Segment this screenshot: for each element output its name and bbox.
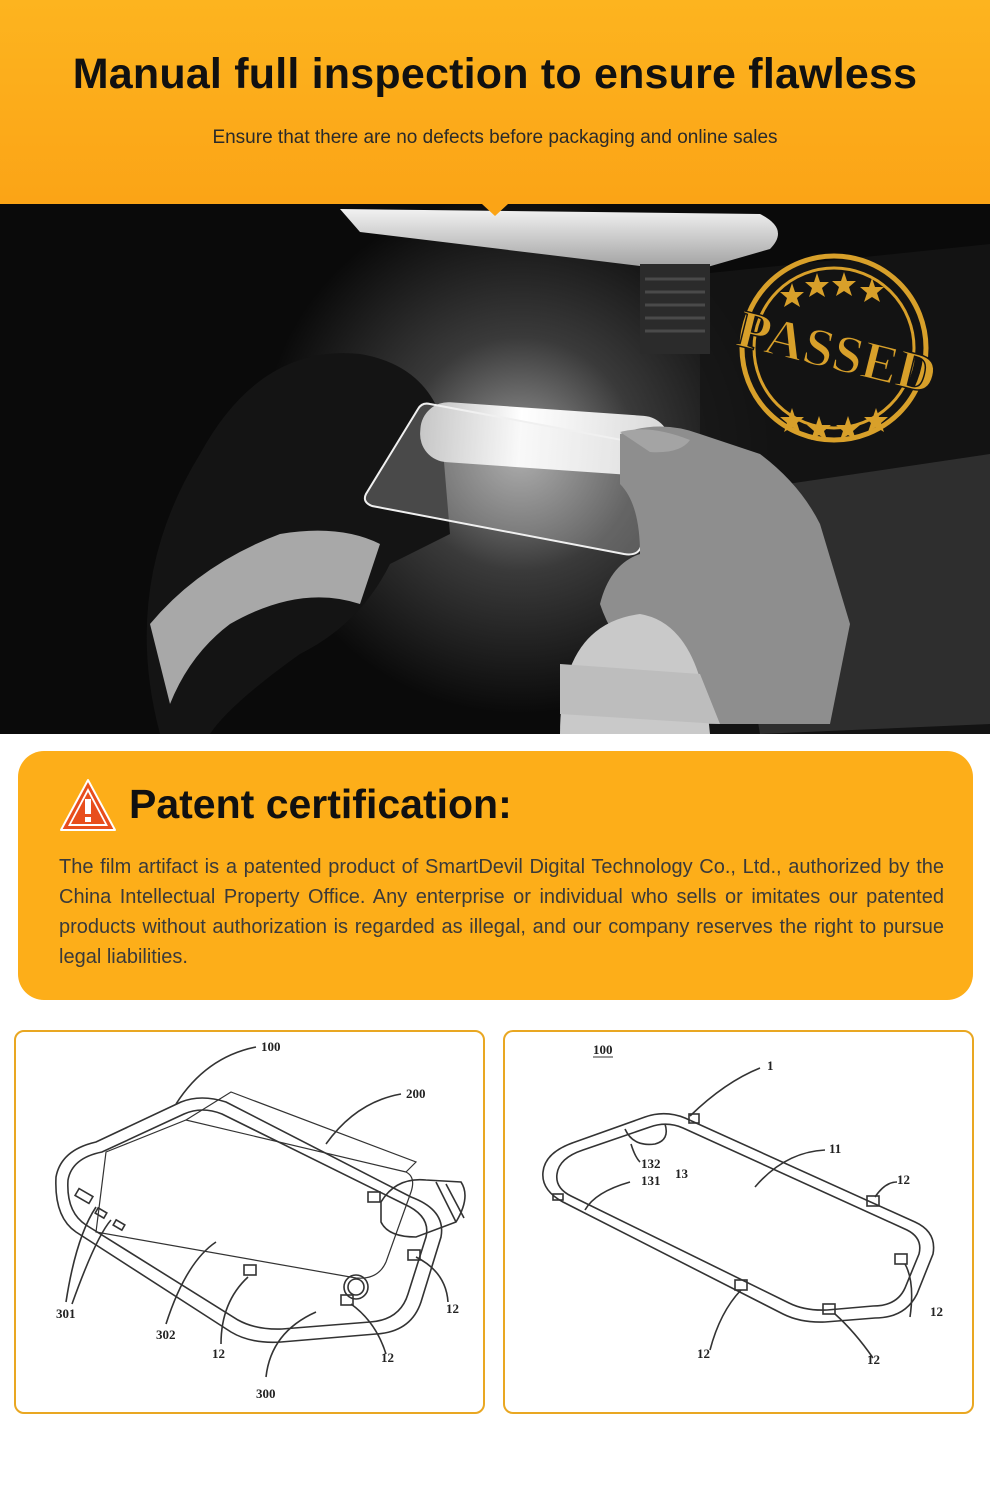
warning-triangle-icon — [58, 777, 118, 833]
svg-text:132: 132 — [641, 1156, 661, 1171]
patent-drawing-left — [14, 1030, 485, 1414]
patent-drawing-right — [503, 1030, 974, 1414]
svg-text:100: 100 — [593, 1042, 613, 1057]
page-subtitle: Ensure that there are no defects before packaging and online sales — [212, 127, 778, 148]
svg-text:12: 12 — [381, 1350, 394, 1365]
patent-certification-box — [18, 751, 973, 1000]
banner-notch — [482, 204, 508, 216]
svg-text:302: 302 — [156, 1327, 176, 1342]
svg-text:13: 13 — [675, 1166, 688, 1181]
header-banner — [0, 0, 990, 204]
svg-text:1: 1 — [767, 1058, 774, 1073]
svg-text:300: 300 — [256, 1386, 276, 1401]
svg-text:12: 12 — [867, 1352, 880, 1367]
patent-title: Patent certification: — [129, 781, 512, 827]
inspection-photo — [0, 204, 990, 734]
svg-text:100: 100 — [261, 1039, 281, 1054]
svg-text:301: 301 — [56, 1306, 76, 1321]
patent-body: The film artifact is a patented product of SmartDevil Digital Technology Co., Ltd., authorized by the China Intellectual Property Office. Any enterprise or individual who sells or imitates our patented products without authorization is regarded as illegal, and our company reserves the right to pursue legal liabilities. — [59, 856, 944, 968]
svg-text:12: 12 — [446, 1301, 459, 1316]
page-title: Manual full inspection to ensure flawless — [72, 50, 918, 98]
svg-text:200: 200 — [406, 1086, 426, 1101]
svg-text:12: 12 — [897, 1172, 910, 1187]
svg-text:11: 11 — [829, 1141, 842, 1156]
phone-frame-with-film-diagram — [16, 1032, 483, 1412]
svg-text:PASSED: PASSED — [731, 298, 943, 406]
svg-text:12: 12 — [212, 1346, 225, 1361]
svg-text:131: 131 — [641, 1173, 661, 1188]
svg-text:12: 12 — [930, 1304, 943, 1319]
svg-text:12: 12 — [697, 1346, 710, 1361]
passed-stamp-icon — [722, 248, 954, 448]
phone-frame-diagram — [505, 1032, 972, 1412]
